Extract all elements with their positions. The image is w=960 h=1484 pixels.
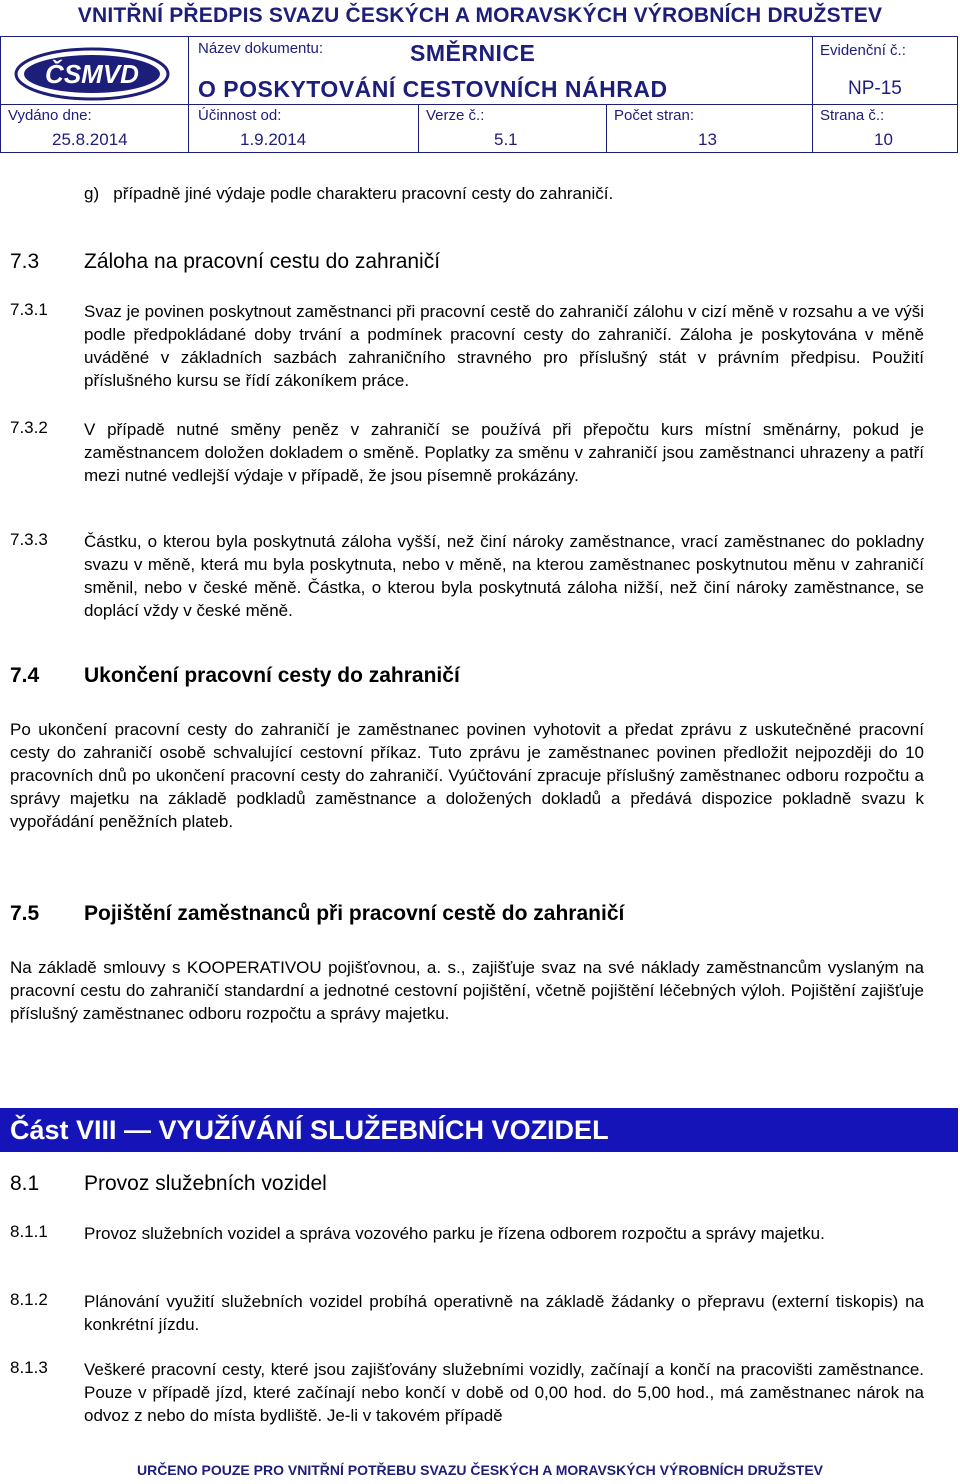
paragraph-number: 8.1.2 [10,1290,48,1309]
page-value: 10 [874,130,893,149]
section-number: 8.1 [10,1172,40,1195]
pages-label: Počet stran: [614,107,695,124]
section-number: 7.4 [10,664,40,687]
doc-name-line2: O POSKYTOVÁNÍ CESTOVNÍCH NÁHRAD [198,76,668,102]
paragraph-number: 7.3.2 [10,418,48,437]
effective-label: Účinnost od: [198,107,282,124]
pages-value: 13 [698,130,717,149]
paragraph-text: Veškeré pracovní cesty, které jsou zajišťovány služebními vozidly, začínají a končí na pracovišti zaměstnance. Pouze v případě jízd, které začínají nebo končí v době od 0,00 hod. do 5,00 hod., má zaměstnanec nárok na odvoz z nebo do místa bydliště. Je-li v takovém případě [84,1360,924,1425]
paragraph-number: 7.3.1 [10,300,48,319]
section-number: 7.3 [10,250,40,273]
section-title: Provoz služebních vozidel [84,1172,327,1195]
header-divider [606,104,607,153]
issued-label: Vydáno dne: [8,107,92,124]
section-title: Pojištění zaměstnanců při pracovní cestě do zahraničí [84,902,625,925]
paragraph-text: Plánování využití služebních vozidel probíhá operativně na základě žádanky o přepravu (externí tiskopis) na konkrétní jízdu. [84,1292,924,1334]
evidence-number: NP-15 [848,78,902,99]
paragraph-number: 8.1.3 [10,1358,48,1377]
paragraph-text: V případě nutné směny peněz v zahraničí se používá při přepočtu kurs místní směnárny, pokud je zaměstnancem doložen dokladem o směně. Poplatky za směnu v zahraničí jsou zaměstnanci uhrazeny a patří mezi nutné vedlejší výdaje v případě, že jsou písemně prokázány. [84,420,924,485]
doc-name-label: Název dokumentu: [198,40,324,57]
effective-value: 1.9.2014 [240,130,307,149]
issued-value: 25.8.2014 [52,130,128,149]
list-item-g: g) případně jiné výdaje podle charakteru pracovní cesty do zahraničí. [84,184,614,203]
footer-notice: URČENO POUZE PRO VNITŘNÍ POTŘEBU SVAZU ČESKÝCH A MORAVSKÝCH VÝROBNÍCH DRUŽSTEV [136,1462,824,1478]
paragraph-text: Na základě smlouvy s KOOPERATIVOU pojišťovnou, a. s., zajišťuje svaz na své náklady zaměstnancům vyslaným na pracovní cestu do zahraničí standardní a jednotné cestovní pojištění, včetně pojištění léčebných výloh. Pojištění zajišťuje příslušný zaměstnanec odboru rozpočtu a správy majetku. [10,958,924,1023]
paragraph-text: Svaz je povinen poskytnout zaměstnanci při pracovní cestě do zahraničí zálohu v cizí měně v rozsahu a ve výši podle předpokládané doby trvání a podmínek pracovní cesty do zahraničí. Záloha je poskytována v měně uváděné v základních sazbách zahraničního stravného pro příslušný stát v právním předpisu. Použití příslušného kursu se řídí zákoníkem práce. [84,302,924,390]
part-heading: Část VIII — VYUŽÍVÁNÍ SLUŽEBNÍCH VOZIDEL [0,1108,958,1152]
paragraph-number: 7.3.3 [10,530,48,549]
evidence-label: Evidenční č.: [820,42,906,59]
cmvd-logo [12,46,172,102]
paragraph-text: Po ukončení pracovní cesty do zahraničí je zaměstnanec povinen vyhotovit a předat zprávu z uskutečněné pracovní cesty do zahraničí osobě schvalující cestovní příkaz. Tuto zprávu je zaměstnanec povinen předložit nejpozději do 10 pracovních dnů po ukončení pracovní cesty do zahraničí. Vyúčtování zpracuje příslušný zaměstnanec odboru rozpočtu a správy majetku na základě podkladů zaměstnance a doložených dokladů a předává dispozice pokladně svazu k vypořádání peněžních plateb. [10,720,924,831]
version-label: Verze č.: [426,107,485,124]
paragraph-text: Provoz služebních vozidel a správa vozového parku je řízena odborem rozpočtu a správy majetku. [84,1224,825,1243]
header-divider [0,104,958,105]
header-divider [812,36,813,153]
page-label: Strana č.: [820,107,885,124]
organization-title: VNITŘNÍ PŘEDPIS SVAZU ČESKÝCH A MORAVSKÝCH VÝROBNÍCH DRUŽSTEV [77,4,883,27]
doc-name-line1: SMĚRNICE [410,40,536,66]
paragraph-text: Částku, o kterou byla poskytnutá záloha vyšší, než činí nároky zaměstnance, vrací zaměstnanec do pokladny svazu v měně, která mu byla poskytnuta, nebo v měně, na kterou zaměstnanec poskytnutou měnu v zahraničí směnil, nebo v české měně. Částka, o kterou byla poskytnutá záloha nižší, než činí nároky zaměstnance, se doplácí vždy v české měně. [84,532,924,620]
paragraph-number: 8.1.1 [10,1222,48,1241]
header-divider [418,104,419,153]
version-value: 5.1 [494,130,518,149]
section-title: Záloha na pracovní cestu do zahraničí [84,250,441,273]
section-title: Ukončení pracovní cesty do zahraničí [84,664,460,687]
section-number: 7.5 [10,902,40,925]
logo-text: ČSMVD [45,59,139,89]
header-divider [188,36,189,153]
